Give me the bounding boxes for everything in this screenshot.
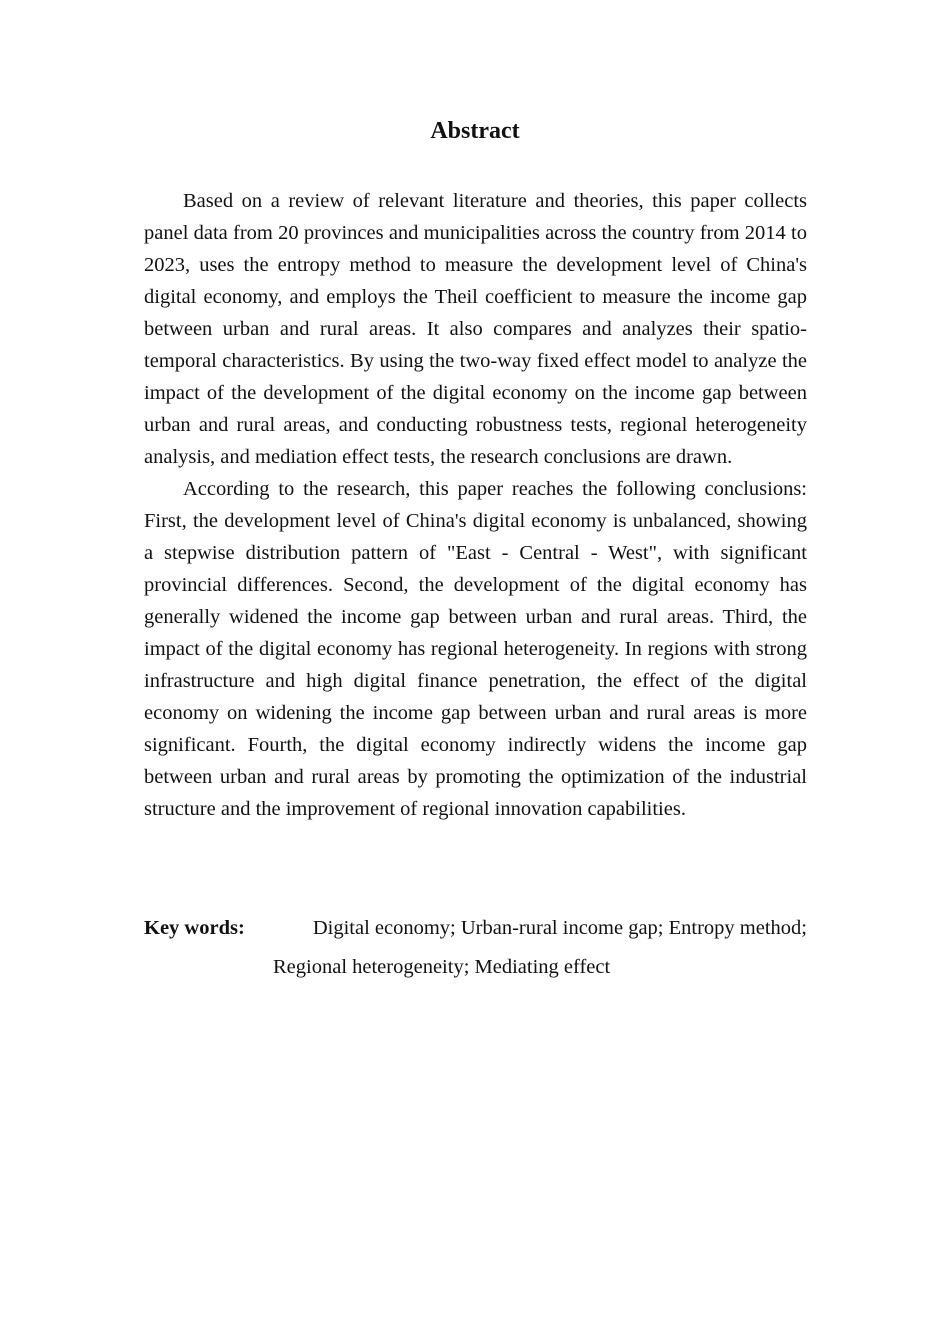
- keywords-list-1: Digital economy; Urban-rural income gap; Entropy method;: [312, 917, 807, 939]
- abstract-paragraph-1: Based on a review of relevant literature and theories, this paper collects panel data from 20 provinces and municipalities across the country from 2014 to 2023, uses the entropy method to measure the development level of China's digital economy, and employs the Theil coefficient to measure the income gap between urban and rural areas. It also compares and analyzes their spatio-temporal characteristics. By using the two-way fixed effect model to analyze the impact of the development of the digital economy on the income gap between urban and rural areas, and conducting robustness tests, regional heterogeneity analysis, and mediation effect tests, the research conclusions are drawn.: [144, 190, 807, 468]
- abstract-body: [144, 185, 807, 825]
- keywords-line-2: Regional heterogeneity; Mediating effect: [273, 956, 611, 978]
- abstract-paragraph-2: According to the research, this paper reaches the following conclusions: First, the development level of China's digital economy is unbalanced, showing a stepwise distribution pattern of "East - Central - West", with significant provincial differences. Second, the development of the digital economy has generally widened the income gap between urban and rural areas. Third, the impact of the digital economy has regional heterogeneity. In regions with strong infrastructure and high digital finance penetration, the effect of the digital economy on widening the income gap between urban and rural areas is more significant. Fourth, the digital economy indirectly widens the income gap between urban and rural areas by promoting the optimization of the industrial structure and the improvement of regional innovation capabilities.: [144, 478, 807, 820]
- keywords-label: Key words:: [144, 917, 245, 939]
- keywords-line-1: [144, 909, 807, 948]
- keywords-block: [144, 909, 807, 987]
- abstract-title: Abstract: [430, 118, 520, 144]
